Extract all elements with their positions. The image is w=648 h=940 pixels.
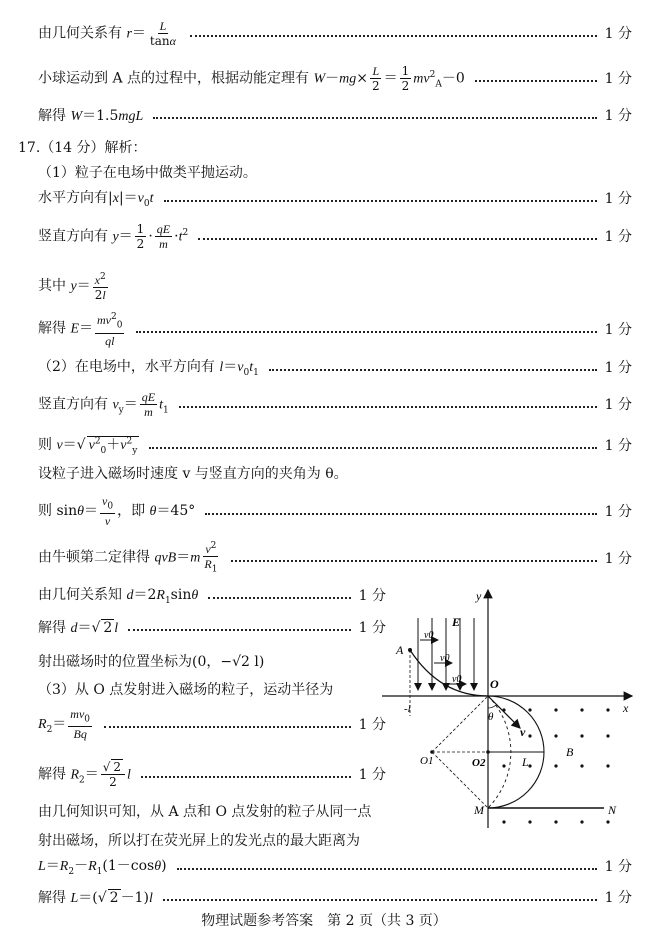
- origin-label: O: [490, 677, 499, 691]
- answer-line-7: [38, 312, 632, 348]
- theta-arc: [488, 705, 496, 708]
- v0-label: v0: [452, 674, 462, 685]
- answer-line-13: [38, 541, 632, 575]
- score-label: 1 分: [358, 620, 386, 636]
- answer-line-12: [38, 493, 632, 529]
- dot-leader: [141, 776, 351, 778]
- answer-line-6: 其中 y＝ $\frac{x^2}{2l}$: [38, 272, 106, 302]
- radius-O1-O: [432, 696, 488, 752]
- dot-leader: [177, 868, 597, 870]
- score-label: 1 分: [358, 717, 386, 733]
- line-text: 解得 $R_2=$ $\frac{√ 2}{2}$ l: [38, 759, 131, 789]
- line-text: 解得 d＝√ 2 l: [38, 620, 119, 636]
- line-text: 由几何关系有 r＝ $\frac{L}{\tan\alpha}$: [38, 18, 176, 48]
- score-label: 1 分: [604, 360, 632, 376]
- dot-leader: [164, 200, 597, 202]
- line-text: $L=R_2-R_1(1-\cos\theta)$: [38, 858, 167, 877]
- line-text: 竖直方向有 $v_y=$ $\frac{qE}{m}$ $t_1$: [38, 389, 169, 419]
- line-text: 则 v＝√ $v^2_0+v^2_y$: [38, 436, 138, 456]
- answer-line-19: 由几何知识可知，从 A 点和 O 点发射的粒子从同一点: [38, 804, 372, 820]
- field-label-B: B: [566, 745, 574, 759]
- answer-line-15: [38, 616, 386, 638]
- answer-line-16: 射出磁场时的位置坐标为(0，−√2 l): [38, 654, 265, 670]
- line-text: 由牛顿第二定律得 qvB＝m $\frac{v^2}{R_1}$: [38, 541, 218, 575]
- score-label: 1 分: [604, 397, 632, 413]
- score-label: 1 分: [604, 71, 632, 87]
- answer-line-9: [38, 389, 632, 419]
- answer-line-8: [38, 356, 632, 378]
- velocity-label: v: [520, 725, 526, 739]
- part-3-title: （3）从 O 点发射进入磁场的粒子，运动半径为: [38, 682, 334, 698]
- dot-leader: [208, 597, 350, 599]
- y-axis-label: y: [476, 589, 482, 603]
- score-label: 1 分: [604, 191, 632, 207]
- dot-leader: [198, 238, 596, 240]
- page-footer: 物理试题参考答案 第 2 页（共 3 页）: [201, 913, 447, 929]
- dot-leader: [231, 560, 596, 562]
- O1-label: O1: [420, 755, 434, 767]
- score-label: 1 分: [604, 551, 632, 567]
- v0-label: v0: [424, 630, 434, 641]
- answer-line-10: [38, 434, 632, 456]
- score-label: 1 分: [604, 229, 632, 245]
- dot-leader: [128, 629, 350, 631]
- score-label: 1 分: [604, 504, 632, 520]
- score-label: 1 分: [604, 26, 632, 42]
- score-label: 1 分: [604, 108, 632, 124]
- dot-leader: [149, 447, 596, 449]
- dot-leader: [269, 369, 597, 371]
- L-label: L: [522, 755, 529, 769]
- part-1-title: （1）粒子在电场中做类平抛运动。: [38, 165, 257, 181]
- line-text: 小球运动到 A 点的过程中，根据动能定理有 W－mg× $\frac{L}{2}$ ＝ $\frac{1}{2}$ $mv^2_A-0$: [38, 63, 465, 93]
- score-label: 1 分: [358, 588, 386, 604]
- point-A-label: A: [396, 643, 404, 657]
- answer-line-11: 设粒子进入磁场时速度 v 与竖直方向的夹角为 θ。: [38, 466, 348, 482]
- answer-line-5: [38, 221, 632, 251]
- score-label: 1 分: [604, 438, 632, 454]
- x-axis-label: x: [623, 701, 629, 715]
- score-label: 1 分: [604, 859, 632, 875]
- dot-leader: [163, 899, 597, 901]
- score-label: 1 分: [604, 890, 632, 906]
- line-text: 竖直方向有 y＝ $\frac{1}{2}$ · $\frac{qE}{m}$ $\cdot t^2$: [38, 221, 189, 251]
- line-text: 解得 W＝1.5mgL: [38, 108, 144, 124]
- dot-leader: [179, 406, 597, 408]
- answer-line-3: [38, 104, 632, 126]
- v0-label: v0: [440, 653, 450, 664]
- theta-label: θ: [488, 711, 494, 723]
- answer-line-2: [38, 63, 632, 93]
- line-text: 解得 E＝ $\frac{mv^2_0}{ql}$: [38, 312, 123, 348]
- answer-line-14: [38, 584, 386, 606]
- question-17-heading: 17.（14 分）解析：: [18, 140, 147, 156]
- line-text: 由几何关系知 $d=2R_1\sin\theta$: [38, 587, 199, 606]
- dot-leader: [475, 80, 597, 82]
- dot-leader: [104, 726, 351, 728]
- score-label: 1 分: [358, 767, 386, 783]
- line-text: （2）在电场中，水平方向有 $l=v_0t_1$: [38, 359, 259, 378]
- answer-line-18: [38, 759, 386, 789]
- dot-leader: [136, 331, 596, 333]
- field-label-E: E: [452, 615, 461, 629]
- physics-diagram: [380, 588, 640, 838]
- answer-line-21: [38, 855, 632, 877]
- answer-line-4: [38, 187, 632, 209]
- dot-leader: [190, 35, 597, 37]
- answer-line-17: [38, 706, 386, 742]
- line-text: 水平方向有$|x|=v_0t$: [38, 190, 154, 209]
- line-text: 则 sinθ＝ $\frac{v_0}{v}$ ，即 θ＝45°: [38, 493, 196, 529]
- dot-leader: [205, 513, 596, 515]
- N-label: N: [608, 803, 617, 817]
- O2-label: O2: [472, 757, 486, 769]
- minus-l-label: -l: [404, 703, 411, 715]
- answer-line-1: [38, 18, 632, 48]
- point-O1: [430, 750, 434, 754]
- M-label: M: [474, 803, 484, 817]
- line-text: 解得 L＝(√ 2 －1)l: [38, 890, 153, 906]
- dot-leader: [153, 117, 596, 119]
- score-label: 1 分: [604, 322, 632, 338]
- line-text: $R_2=$ $\frac{mv_0}{Bq}$: [38, 706, 91, 742]
- answer-line-22: [38, 886, 632, 908]
- answer-line-20: 射出磁场，所以打在荧光屏上的发光点的最大距离为: [38, 833, 360, 849]
